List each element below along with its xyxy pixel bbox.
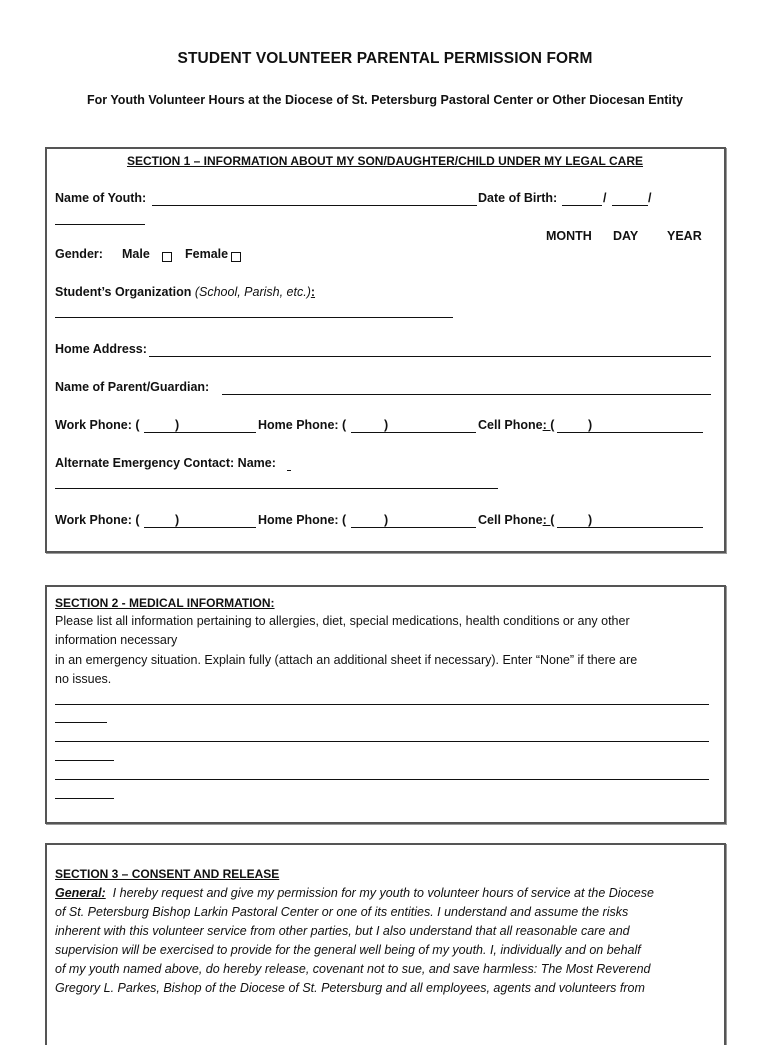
- medical-field-line-3[interactable]: [55, 779, 709, 780]
- home-phone-close-2: ): [384, 513, 389, 527]
- medical-instructions-3: in an emergency situation. Explain fully (attach an additional sheet if necessary). Enter “None” if there are: [55, 653, 638, 667]
- cell-phone-field-1[interactable]: [557, 432, 703, 433]
- cell-phone-close-2: ): [588, 513, 593, 527]
- work-phone-close-1: ): [175, 418, 180, 432]
- work-phone-field-1[interactable]: [144, 432, 256, 433]
- medical-field-line-2[interactable]: [55, 741, 709, 742]
- medical-instructions-4: no issues.: [55, 672, 112, 686]
- cell-phone-label-1: Cell Phone: (: [478, 418, 555, 432]
- consent-line: supervision will be exercised to provide for the general well being of my youth. I, individually and on behalf: [55, 943, 641, 957]
- consent-line: of my youth named above, do hereby release, covenant not to sue, and save harmless: The Most Reverend: [55, 962, 651, 976]
- home-address-field[interactable]: [149, 356, 711, 357]
- male-label: Male: [122, 247, 150, 261]
- consent-line: of St. Petersburg Bishop Larkin Pastoral Center or one of its entities. I understand and assume the risks: [55, 905, 629, 919]
- work-phone-close-2: ): [175, 513, 180, 527]
- org-field[interactable]: [55, 317, 453, 318]
- dob-month-caption: MONTH: [546, 229, 592, 243]
- consent-line: Gregory L. Parkes, Bishop of the Diocese of St. Petersburg and all employees, agents and volunteers from: [55, 981, 645, 995]
- consent-line: I hereby request and give my permission for my youth to volunteer hours of service at the Diocese: [112, 886, 654, 900]
- female-checkbox[interactable]: [229, 249, 243, 267]
- medical-field-line-1b[interactable]: [55, 722, 107, 723]
- org-label: [55, 285, 315, 299]
- home-phone-close-1: ): [384, 418, 389, 432]
- page-title: STUDENT VOLUNTEER PARENTAL PERMISSION FORM: [177, 50, 593, 67]
- home-phone-field-2[interactable]: [351, 527, 476, 528]
- general-label: General:: [55, 886, 106, 900]
- male-checkbox[interactable]: [160, 249, 174, 267]
- consent-paragraph: [55, 884, 720, 998]
- female-label: Female: [185, 247, 229, 261]
- alt-contact-label: Alternate Emergency Contact: Name:: [55, 456, 276, 470]
- parent-label: Name of Parent/Guardian:: [55, 380, 210, 394]
- alt-contact-colon-underline: [287, 470, 291, 471]
- work-phone-label-1: Work Phone: (: [55, 418, 140, 432]
- gender-label: Gender:: [55, 247, 103, 261]
- medical-instructions-2: information necessary: [55, 633, 178, 647]
- dob-year-caption: YEAR: [667, 229, 702, 243]
- org-colon: :: [310, 285, 316, 299]
- org-hint: (School, Parish, etc.): [194, 285, 311, 299]
- alt-contact-field[interactable]: [55, 488, 498, 489]
- home-phone-label-2: Home Phone: (: [258, 513, 347, 527]
- dob-day-field[interactable]: [612, 205, 648, 206]
- cell-phone-label-2: Cell Phone: (: [478, 513, 555, 527]
- page-subtitle: For Youth Volunteer Hours at the Diocese of St. Petersburg Pastoral Center or Other Diocesan Entity: [87, 93, 683, 107]
- parent-field[interactable]: [222, 394, 711, 395]
- dob-month-field[interactable]: [562, 205, 602, 206]
- medical-field-line-2b[interactable]: [55, 760, 114, 761]
- section-3-heading: SECTION 3 – CONSENT AND RELEASE: [55, 867, 280, 881]
- work-phone-label-2: Work Phone: (: [55, 513, 140, 527]
- dob-label: Date of Birth:: [478, 191, 558, 205]
- dob-year-field[interactable]: [55, 224, 145, 225]
- cell-phone-close-1: ): [588, 418, 593, 432]
- medical-instructions-1: Please list all information pertaining to allergies, diet, special medications, health conditions or any other: [55, 614, 630, 628]
- name-of-youth-label: Name of Youth:: [55, 191, 147, 205]
- cell-phone-field-2[interactable]: [557, 527, 703, 528]
- work-phone-field-2[interactable]: [144, 527, 256, 528]
- home-phone-label-1: Home Phone: (: [258, 418, 347, 432]
- medical-field-line-1[interactable]: [55, 704, 709, 705]
- home-address-label: Home Address:: [55, 342, 147, 356]
- dob-slash-1: /: [603, 191, 607, 205]
- medical-field-line-3b[interactable]: [55, 798, 114, 799]
- section-1-box: [45, 147, 726, 553]
- home-phone-field-1[interactable]: [351, 432, 476, 433]
- org-label-text: Student’s Organization: [55, 285, 192, 299]
- consent-line: inherent with this volunteer service from other parties, but I also understand that all reasonable care and: [55, 924, 630, 938]
- section-1-heading: SECTION 1 – INFORMATION ABOUT MY SON/DAUGHTER/CHILD UNDER MY LEGAL CARE: [126, 154, 644, 168]
- dob-slash-2: /: [648, 191, 652, 205]
- name-of-youth-field[interactable]: [152, 205, 477, 206]
- section-2-heading: SECTION 2 - MEDICAL INFORMATION:: [55, 596, 275, 610]
- dob-day-caption: DAY: [613, 229, 639, 243]
